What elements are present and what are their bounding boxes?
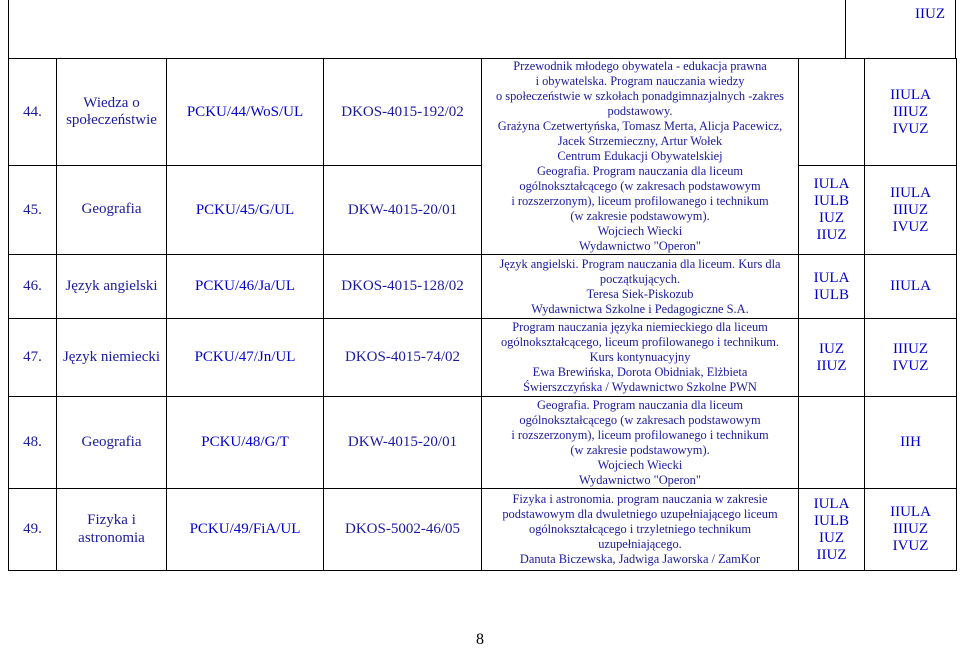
level-code: IIIUZ — [893, 521, 928, 537]
desc-line: Wojciech Wiecki — [597, 224, 683, 238]
pcku-code: PCKU/49/FiA/UL — [167, 489, 324, 571]
page-number-area — [0, 631, 960, 649]
dkos-code: DKOS-4015-192/02 — [324, 59, 482, 166]
level-col1 — [799, 489, 865, 571]
table-row — [9, 489, 957, 571]
desc-line: Wydawnictwo "Operon" — [579, 472, 701, 487]
desc-line: Centrum Edukacji Obywatelskiej — [557, 149, 723, 163]
program-description — [482, 319, 799, 397]
previous-row-levels — [845, 0, 956, 59]
desc-line: Geografia. Program nauczania dla liceum — [536, 397, 744, 412]
pcku-code: PCKU/44/WoS/UL — [167, 59, 324, 166]
level-col2 — [865, 255, 957, 319]
desc-line: i obywatelska. Program nauczania wiedzy — [535, 74, 745, 88]
desc-line: Ewa Brewińska, Dorota Obidniak, Elżbieta — [532, 365, 748, 379]
table-row — [9, 255, 957, 319]
level-code: IIH — [900, 434, 921, 450]
program-description — [482, 397, 799, 489]
level-code: IULB — [814, 286, 849, 303]
subject-name: Geografia — [57, 166, 167, 255]
level-code: IULB — [814, 512, 849, 529]
program-description — [482, 255, 799, 319]
pcku-code: PCKU/48/G/T — [167, 397, 324, 489]
level-code: IIULA — [890, 278, 931, 294]
level-col1 — [799, 166, 865, 255]
level-col1 — [799, 255, 865, 319]
desc-line: ogólnokształcącego, liceum profilowanego i technikum. — [500, 335, 779, 349]
level-code: IIUZ — [915, 6, 945, 22]
subject-name: Geografia — [57, 397, 167, 489]
level-code: IIULA — [890, 504, 931, 520]
desc-line: Teresa Siek-Piskozub — [586, 286, 694, 301]
table-row — [9, 319, 957, 397]
desc-line: i rozszerzonym), liceum profilowanego i technikum — [511, 194, 769, 208]
level-code: IVUZ — [892, 357, 929, 374]
desc-line: Przewodnik młodego obywatela - edukacja prawna — [513, 59, 767, 73]
level-code: IIUZ — [816, 227, 847, 244]
subject-name: Język angielski — [57, 255, 167, 319]
dkos-code: DKOS-4015-128/02 — [324, 255, 482, 319]
desc-line: o społeczeństwie w szkołach ponadgimnazjalnych -zakres — [496, 89, 784, 103]
level-col2 — [865, 166, 957, 255]
table-row — [9, 59, 957, 166]
level-code: IVUZ — [892, 120, 929, 137]
desc-line: Fizyka i astronomia. program nauczania w zakresie — [512, 492, 768, 506]
curriculum-table — [8, 58, 957, 571]
subject-name: Język niemiecki — [57, 319, 167, 397]
desc-line: i rozszerzonym), liceum profilowanego i technikum — [511, 427, 769, 442]
desc-line: Świerszczyńska / Wydawnictwo Szkolne PWN — [523, 380, 757, 394]
desc-line: początkujących. — [599, 271, 681, 286]
level-code: IULA — [813, 269, 850, 286]
desc-line: Wydawnictwa Szkolne i Pedagogiczne S.A. — [531, 301, 749, 316]
level-col1 — [799, 59, 865, 166]
desc-line: ogólnokształcącego i trzyletniego technikum — [529, 522, 751, 536]
level-code: IVUZ — [892, 218, 929, 235]
level-code: IIULA — [890, 86, 931, 103]
desc-line: (w zakresie podstawowym). — [570, 442, 710, 457]
row-number: 47. — [9, 319, 57, 397]
desc-line: podstawowym dla dwuletniego uzupełniającego liceum — [502, 507, 778, 521]
page-number: 8 — [476, 631, 484, 648]
desc-line: Grażyna Czetwertyńska, Tomasz Merta, Alicja Pacewicz, — [497, 119, 783, 133]
desc-line: Wojciech Wiecki — [597, 457, 683, 472]
desc-line: Program nauczania języka niemieckiego dla liceum — [512, 320, 768, 334]
level-code: IULA — [813, 495, 850, 512]
level-code: IVUZ — [892, 538, 929, 554]
pcku-code: PCKU/47/Jn/UL — [167, 319, 324, 397]
program-description — [482, 59, 799, 255]
level-code: IUZ — [819, 210, 844, 227]
level-col2 — [865, 59, 957, 166]
row-number: 48. — [9, 397, 57, 489]
pcku-code: PCKU/46/Ja/UL — [167, 255, 324, 319]
desc-line: ogólnokształcącego (w zakresach podstawowym — [519, 412, 761, 427]
level-code: IULB — [814, 193, 849, 210]
level-code: IUZ — [819, 529, 844, 546]
dkos-code: DKOS-5002-46/05 — [324, 489, 482, 571]
previous-row-tail — [8, 0, 846, 59]
dkos-code: DKOS-4015-74/02 — [324, 319, 482, 397]
level-code: IIUZ — [816, 357, 847, 374]
row-number: 49. — [9, 489, 57, 571]
subject-name: Fizyka i astronomia — [57, 489, 167, 571]
program-description — [482, 489, 799, 571]
desc-line: Wydawnictwo "Operon" — [579, 239, 701, 253]
level-col2 — [865, 489, 957, 571]
level-col1 — [799, 319, 865, 397]
desc-line: ogólnokształcącego (w zakresach podstawowym — [519, 179, 761, 193]
row-number: 44. — [9, 59, 57, 166]
row-number: 45. — [9, 166, 57, 255]
level-col1 — [799, 397, 865, 489]
level-code: IIUZ — [816, 546, 847, 563]
desc-line: Jacek Strzemieczny, Artur Wołek — [557, 134, 723, 148]
pcku-code: PCKU/45/G/UL — [167, 166, 324, 255]
dkos-code: DKW-4015-20/01 — [324, 397, 482, 489]
row-number: 46. — [9, 255, 57, 319]
level-code: IULA — [813, 176, 850, 193]
subject-name: Wiedza o społeczeństwie — [57, 59, 167, 166]
desc-line: Język angielski. Program nauczania dla liceum. Kurs dla — [499, 256, 781, 271]
desc-line: Geografia. Program nauczania dla liceum — [536, 164, 744, 178]
level-code: IIULA — [890, 184, 931, 201]
desc-line: uzupełniającego. — [598, 537, 682, 551]
level-code: IUZ — [819, 340, 844, 357]
level-code: IIIUZ — [893, 201, 928, 218]
desc-line: Danuta Biczewska, Jadwiga Jaworska / ZamKor — [519, 552, 761, 566]
desc-line: Kurs kontynuacyjny — [589, 350, 691, 364]
level-col2 — [865, 319, 957, 397]
level-code: IIIUZ — [893, 340, 928, 357]
desc-line: (w zakresie podstawowym). — [570, 209, 710, 223]
level-code: IIIUZ — [893, 103, 928, 120]
table-row — [9, 397, 957, 489]
desc-line: podstawowy. — [607, 104, 673, 118]
dkos-code: DKW-4015-20/01 — [324, 166, 482, 255]
level-col2 — [865, 397, 957, 489]
